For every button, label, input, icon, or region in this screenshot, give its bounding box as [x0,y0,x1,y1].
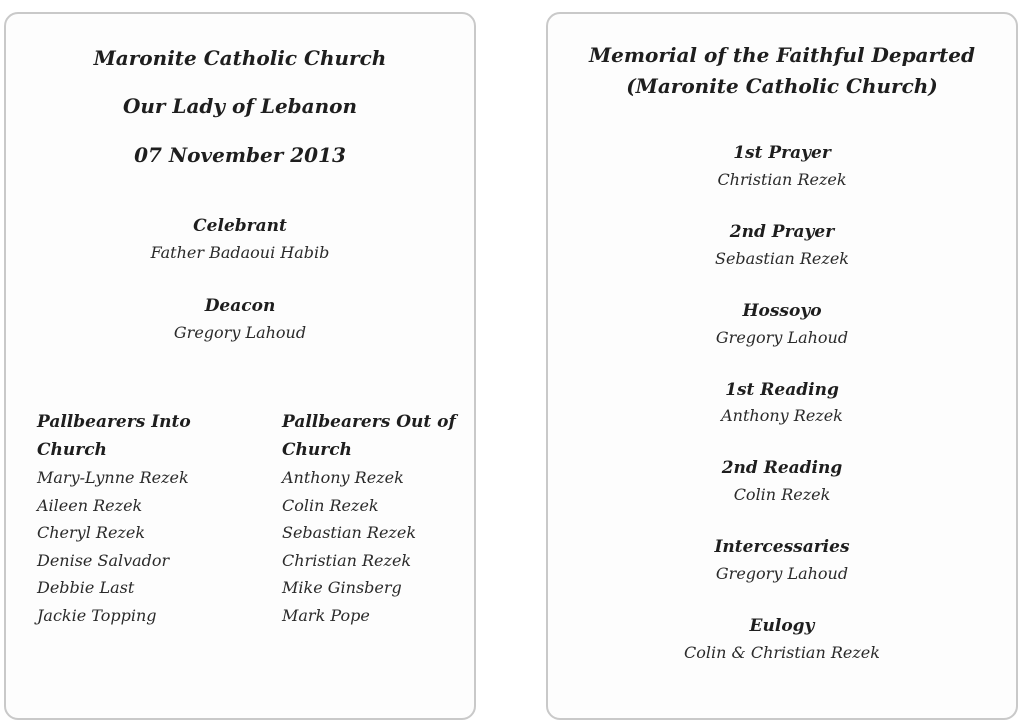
list-item: Christian Rezek [282,550,412,570]
role-label: Intercessaries [714,537,850,557]
list-item: Colin Rezek [282,495,379,515]
participant-name: Colin Rezek [733,485,831,504]
list-item: Cheryl Rezek [37,523,146,542]
list-item: Mark Pope [282,605,370,625]
pallbearers-out-section [282,408,462,629]
participant-name: Christian Rezek [717,170,847,189]
celebrant-name: Father Badaoui Habib [150,243,330,262]
role-label: Eulogy [749,616,815,636]
memorial-title: Memorial of the Faithful Departed [588,43,976,67]
role-label: Hossoyo [742,301,822,321]
pallbearers-out-list [282,464,462,629]
pallbearers-out-heading: Pallbearers Out of Church [282,412,456,460]
list-item: Mary-Lynne Rezek [37,468,189,487]
service-date: 07 November 2013 [134,143,346,167]
church-name-title: Maronite Catholic Church [93,46,387,70]
list-item: Denise Salvador [37,550,170,570]
role-label: 1st Reading [725,380,839,400]
list-item: Jackie Topping [37,605,157,625]
participant-name: Gregory Lahoud [715,328,849,347]
left-program-page [4,12,476,720]
pallbearers-in-list [37,464,227,629]
participant-name: Anthony Rezek [721,406,843,425]
list-item: Sebastian Rezek [282,523,417,542]
role-label: 2nd Reading [721,458,843,478]
role-label: 2nd Prayer [729,222,835,242]
deacon-name: Gregory Lahoud [173,323,307,342]
role-label: 1st Prayer [733,143,831,163]
deacon-label: Deacon [204,296,276,316]
celebrant-label: Celebrant [193,216,287,236]
memorial-subtitle: (Maronite Catholic Church) [626,74,938,98]
list-item: Anthony Rezek [282,468,404,487]
list-item: Mike Ginsberg [282,578,402,597]
participant-name: Colin & Christian Rezek [684,643,880,662]
participant-name: Gregory Lahoud [715,564,849,583]
list-item: Debbie Last [37,578,135,597]
participant-name: Sebastian Rezek [714,249,849,268]
pallbearers-in-heading: Pallbearers Into Church [37,412,191,460]
pallbearers-in-section [37,408,227,629]
parish-name-title: Our Lady of Lebanon [122,94,358,118]
right-program-page [546,12,1018,720]
list-item: Aileen Rezek [37,495,143,515]
